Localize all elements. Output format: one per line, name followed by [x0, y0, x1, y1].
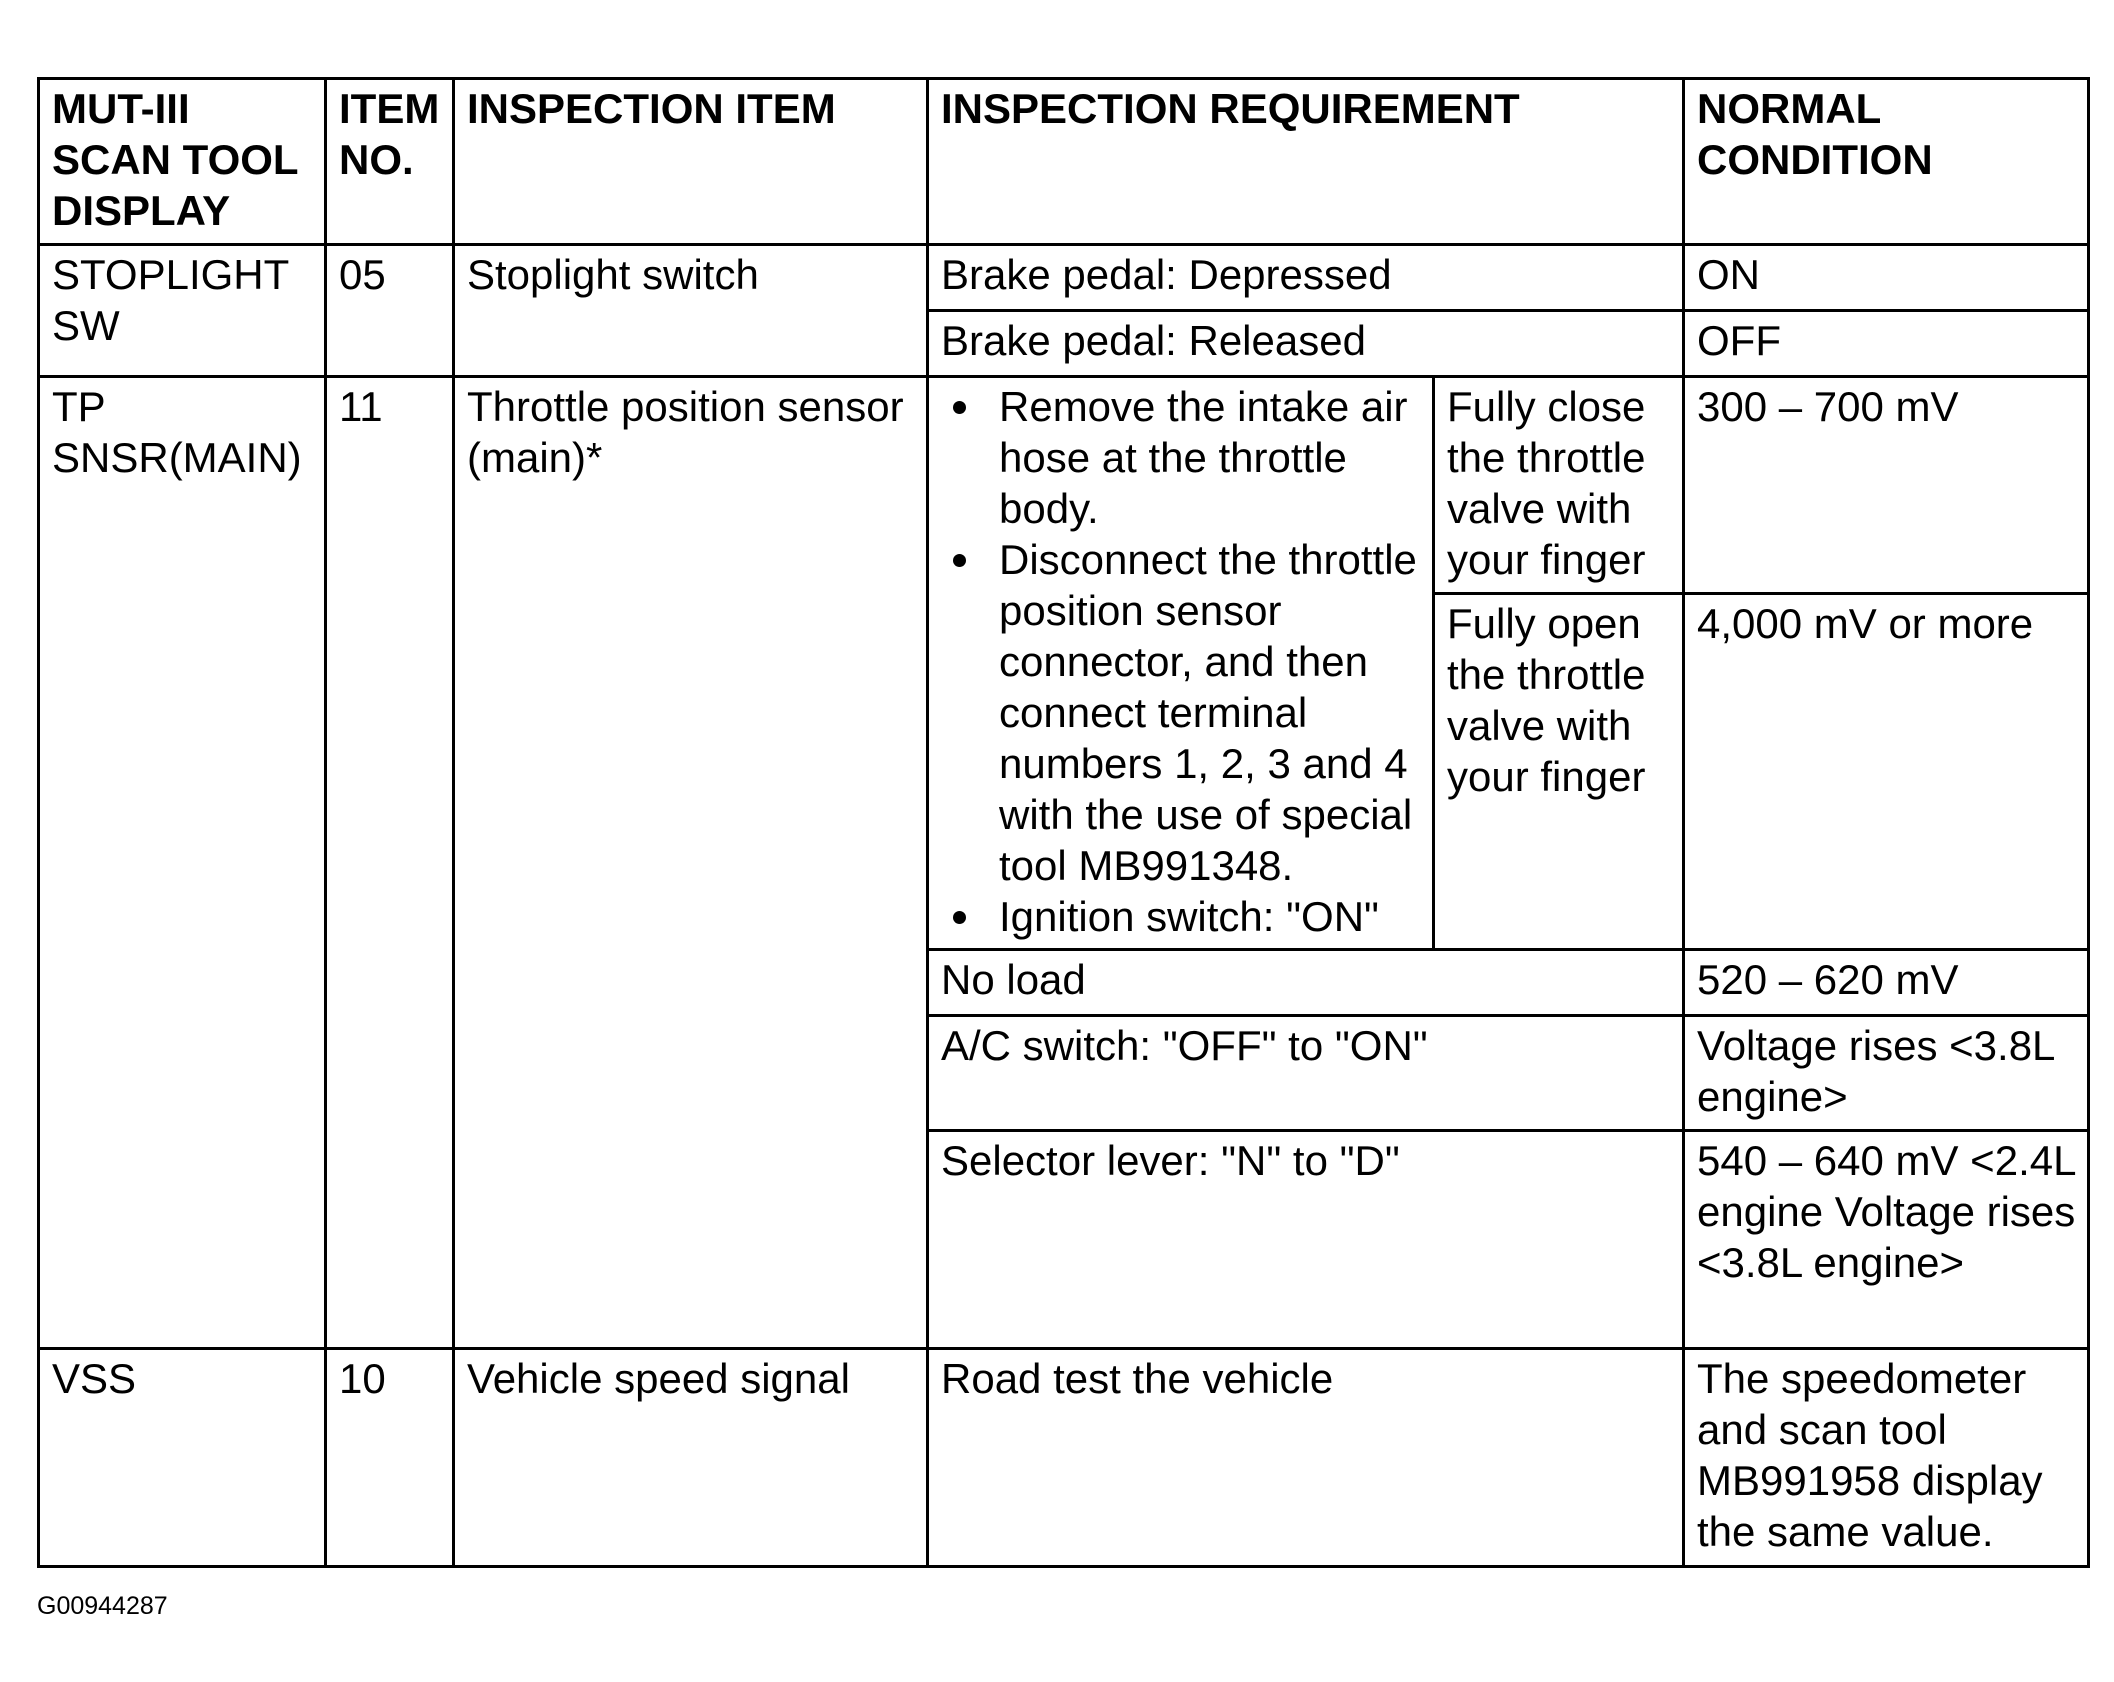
- bullet-icon: [953, 554, 966, 567]
- tp-sensor-conditions: [928, 377, 1434, 950]
- bullet-icon: [953, 401, 966, 414]
- tp-sensor-normal-ac-switch: Voltage rises <3.8L engine>: [1684, 1016, 2089, 1131]
- header-row: [39, 79, 2089, 245]
- tp-sensor-fully-close: Fully close the throttle valve with your finger: [1434, 377, 1684, 594]
- list-item: Disconnect the throttle position sensor connector, and then connect terminal numbers 1, 2, 3 and 4 with the use of special tool MB991348.: [941, 534, 1422, 891]
- vss-requirement: Road test the vehicle: [928, 1349, 1684, 1567]
- bullet-icon: [953, 911, 966, 924]
- list-item: Ignition switch: "ON": [941, 891, 1422, 942]
- conditions-list: [941, 381, 1422, 942]
- header-scan-tool-display: MUT-III SCAN TOOL DISPLAY: [39, 79, 326, 245]
- table-row: [39, 1349, 2089, 1567]
- table-row: [39, 245, 2089, 311]
- stoplight-normal-off: OFF: [1684, 311, 2089, 377]
- vss-inspection-item: Vehicle speed signal: [454, 1349, 928, 1567]
- tp-sensor-no-load: No load: [928, 950, 1684, 1016]
- vss-item-no: 10: [326, 1349, 454, 1567]
- table-row: [39, 377, 2089, 594]
- stoplight-normal-on: ON: [1684, 245, 2089, 311]
- stoplight-requirement-released: Brake pedal: Released: [928, 311, 1684, 377]
- header-normal-condition: NORMAL CONDITION: [1684, 79, 2089, 245]
- tp-sensor-item-no: 11: [326, 377, 454, 1349]
- inspection-table-sheet: [37, 77, 2090, 1568]
- header-inspection-item: INSPECTION ITEM: [454, 79, 928, 245]
- tp-sensor-normal-no-load: 520 – 620 mV: [1684, 950, 2089, 1016]
- tp-sensor-normal-close: 300 – 700 mV: [1684, 377, 2089, 594]
- figure-id: G00944287: [37, 1592, 168, 1620]
- header-item-no: ITEM NO.: [326, 79, 454, 245]
- vss-display: VSS: [39, 1349, 326, 1567]
- stoplight-inspection-item: Stoplight switch: [454, 245, 928, 377]
- tp-sensor-display: TP SNSR(MAIN): [39, 377, 326, 1349]
- tp-sensor-selector-lever: Selector lever: "N" to "D": [928, 1131, 1684, 1349]
- header-inspection-requirement: INSPECTION REQUIREMENT: [928, 79, 1684, 245]
- tp-sensor-fully-open: Fully open the throttle valve with your finger: [1434, 594, 1684, 950]
- stoplight-item-no: 05: [326, 245, 454, 377]
- vss-normal: The speedometer and scan tool MB991958 display the same value.: [1684, 1349, 2089, 1567]
- tp-sensor-normal-open: 4,000 mV or more: [1684, 594, 2089, 950]
- tp-sensor-inspection-item: Throttle position sensor (main)*: [454, 377, 928, 1349]
- list-item: Remove the intake air hose at the throttle body.: [941, 381, 1422, 534]
- stoplight-display: STOPLIGHT SW: [39, 245, 326, 377]
- tp-sensor-ac-switch: A/C switch: "OFF" to "ON": [928, 1016, 1684, 1131]
- stoplight-requirement-depressed: Brake pedal: Depressed: [928, 245, 1684, 311]
- tp-sensor-normal-selector-lever: 540 – 640 mV <2.4L engine Voltage rises <3.8L engine>: [1684, 1131, 2089, 1349]
- inspection-table: [37, 77, 2090, 1568]
